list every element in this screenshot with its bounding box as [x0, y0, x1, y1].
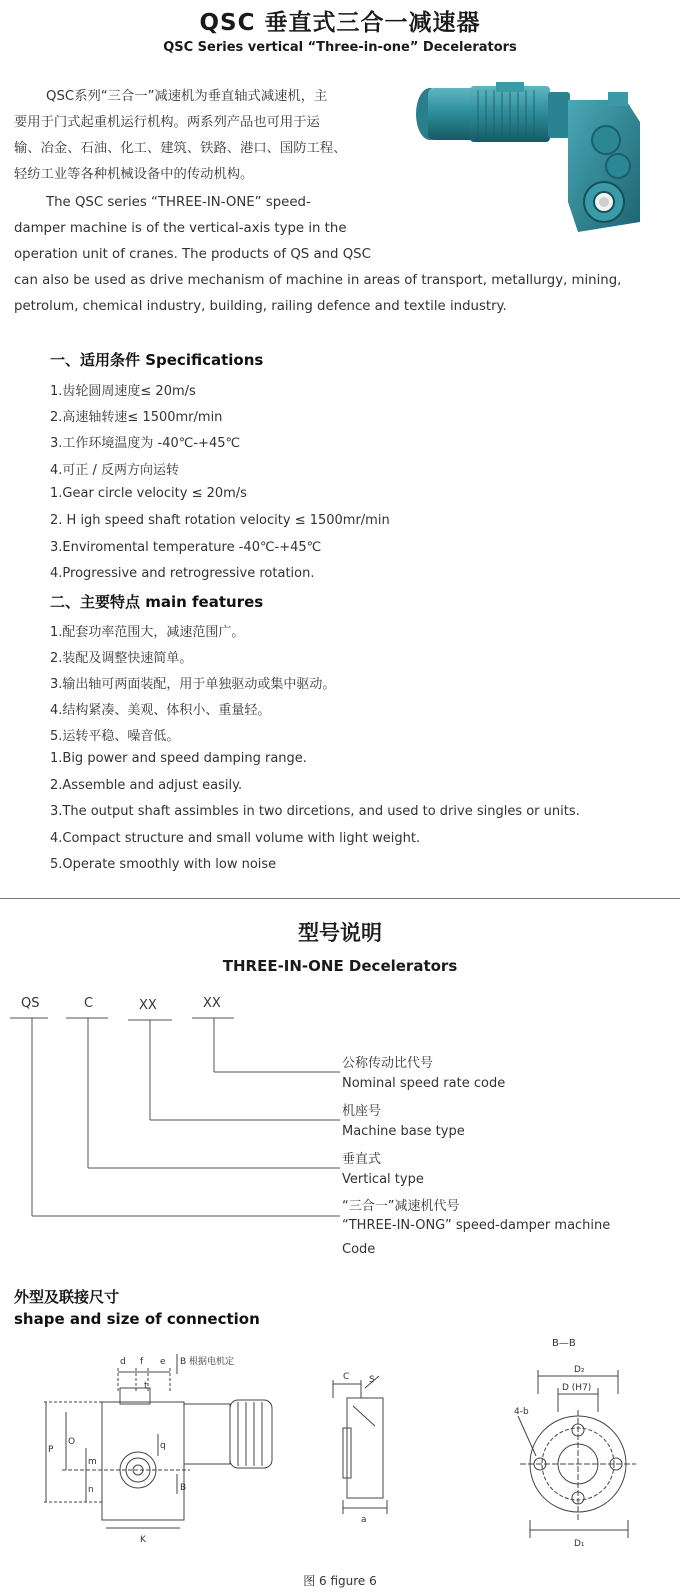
section-bb-label: B—B	[552, 1338, 576, 1349]
intro-cn-line-2: 要用于门式起重机运行机构。两系列产品也可用于运	[14, 115, 320, 130]
page-subtitle: QSC Series vertical “Three-in-one” Decelerators	[163, 40, 517, 55]
intro-en-line-4: can also be used as drive mechanism of machine in areas of transport, metallurgy, mining,	[14, 273, 622, 288]
intro-cn-line-4: 轻纺工业等各种机械设备中的传动机构。	[14, 167, 254, 182]
shape-title-cn: 外型及联接尺寸	[14, 1288, 120, 1306]
model-code-xx-2: XX	[203, 996, 221, 1011]
section-divider	[0, 898, 680, 899]
model-title-cn: 型号说明	[298, 921, 382, 945]
dim-d-h7-label: D (H7)	[562, 1383, 592, 1393]
spec-item-3: 3.工作环境温度为 -40℃-+45℃	[50, 436, 241, 451]
feature-item-8: 3.The output shaft assimbles in two dircetions, and used to drive singles or units.	[50, 804, 580, 819]
dim-f-label: f	[140, 1357, 144, 1367]
page-title: QSC 垂直式三合一减速器	[199, 10, 481, 36]
intro-cn-line-3: 输、冶金、石油、化工、建筑、铁路、港口、国防工程、	[14, 141, 347, 156]
shape-title-en: shape and size of connection	[14, 1310, 260, 1328]
spec-item-6: 2. H igh speed shaft rotation velocity ≤ 1500mr/min	[50, 513, 390, 528]
spec-item-1: 1.齿轮圆周速度≤ 20m/s	[50, 384, 196, 399]
legend-code-en: “THREE-IN-ONG” speed-damper machine	[342, 1218, 611, 1233]
dim-a-label: a	[361, 1515, 367, 1525]
model-title-en: THREE-IN-ONE Decelerators	[222, 957, 458, 975]
dim-p-label: P	[48, 1445, 54, 1455]
intro-en-line-5: petrolum, chemical industry, building, railing defence and textile industry.	[14, 299, 507, 314]
spec-item-4: 4.可正 / 反两方向运转	[50, 463, 180, 478]
legend-nominal-cn: 公称传动比代号	[342, 1056, 434, 1071]
feature-item-1: 1.配套功率范围大，减速范围广。	[50, 625, 245, 640]
spec-item-8: 4.Progressive and retrogressive rotation.	[50, 566, 315, 581]
intro-en-line-3: operation unit of cranes. The products of QS and QSC	[14, 247, 371, 262]
feature-item-2: 2.装配及调整快速简单。	[50, 651, 193, 666]
dim-b-motor-label: B 根据电机定	[180, 1357, 235, 1367]
feature-item-4: 4.结构紧凑、美观、体积小、重量轻。	[50, 703, 271, 718]
dim-d2-label: D₂	[574, 1365, 585, 1375]
dim-m-label: m	[88, 1457, 97, 1467]
dim-d-label: d	[120, 1357, 126, 1367]
dim-q-label: q	[160, 1441, 166, 1451]
legend-code-en-2: Code	[342, 1242, 376, 1257]
section-b-label: B	[180, 1483, 187, 1493]
front-view-drawing	[40, 1352, 290, 1552]
feature-item-9: 4.Compact structure and small volume with light weight.	[50, 831, 421, 846]
legend-vertical-en: Vertical type	[342, 1172, 424, 1187]
legend-base-cn: 机座号	[342, 1104, 382, 1119]
intro-en-line-1: The QSC series “THREE-IN-ONE” speed-	[46, 195, 311, 210]
section-bb-drawing	[500, 1334, 650, 1554]
reducer-product-image	[408, 82, 668, 242]
feature-item-5: 5.运转平稳、噪音低。	[50, 729, 180, 744]
model-code-c: C	[84, 996, 94, 1011]
dim-e-label: e	[160, 1357, 166, 1367]
feature-item-3: 3.输出轴可两面装配，用于单独驱动或集中驱动。	[50, 677, 336, 692]
model-code-qs: QS	[21, 996, 40, 1011]
spec-item-2: 2.高速轴转速≤ 1500mr/min	[50, 410, 223, 425]
dim-c-label: C	[343, 1372, 350, 1382]
legend-code-cn: “三合一”减速机代号	[342, 1199, 460, 1214]
feature-item-10: 5.Operate smoothly with low noise	[50, 857, 277, 872]
feature-item-6: 1.Big power and speed damping range.	[50, 751, 307, 766]
model-code-diagram	[0, 1010, 680, 1230]
legend-base-en: Machine base type	[342, 1124, 465, 1139]
features-heading: 二、主要特点 main features	[50, 593, 264, 611]
model-code-xx-1: XX	[139, 998, 157, 1013]
dim-t-label: t	[144, 1381, 148, 1391]
dim-k-label: K	[140, 1535, 146, 1545]
spec-item-7: 3.Enviromental temperature -40℃-+45℃	[50, 540, 322, 555]
dim-4b-label: 4-b	[514, 1407, 529, 1417]
dim-d1-label: D₁	[574, 1539, 585, 1549]
figure-caption: 图 6 figure 6	[303, 1574, 377, 1588]
side-view-drawing	[325, 1368, 395, 1528]
legend-vertical-cn: 垂直式	[342, 1152, 382, 1167]
legend-nominal-en: Nominal speed rate code	[342, 1076, 506, 1091]
dim-n-label: n	[88, 1485, 94, 1495]
intro-cn-line-1: QSC系列“三合一”减速机为垂直轴式减速机，主	[46, 89, 328, 104]
spec-item-5: 1.Gear circle velocity ≤ 20m/s	[50, 486, 247, 501]
intro-en-line-2: damper machine is of the vertical-axis type in the	[14, 221, 347, 236]
dim-s-label: S	[369, 1375, 375, 1385]
feature-item-7: 2.Assemble and adjust easily.	[50, 778, 243, 793]
spec-heading: 一、适用条件 Specifications	[50, 351, 264, 369]
dim-o-label: O	[68, 1437, 76, 1447]
